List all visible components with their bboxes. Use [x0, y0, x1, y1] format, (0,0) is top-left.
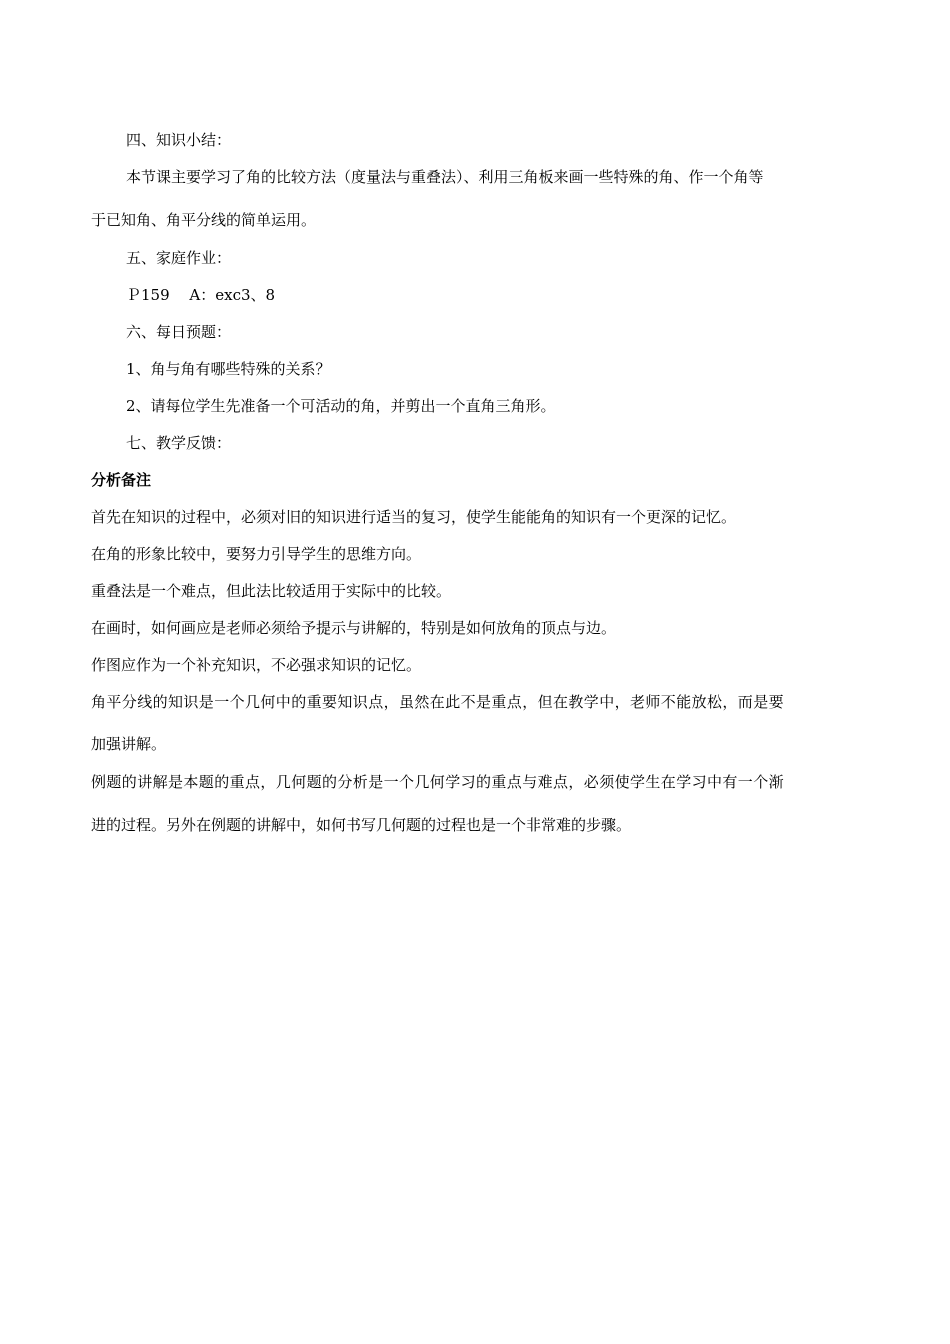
notes-paragraph-4: 在画时，如何画应是老师必须给予提示与讲解的，特别是如何放角的顶点与边。 [91, 619, 617, 637]
summary-text-line1: 本节课主要学习了角的比较方法（度量法与重叠法）、利用三角板来画一些特殊的角、作一个角等 [126, 168, 764, 186]
summary-heading: 四、知识小结： [126, 131, 232, 149]
notes-paragraph-6-line1: 角平分线的知识是一个几何中的重要知识点，虽然在此不是重点，但在教学中，老师不能放松，而是要 [91, 693, 785, 711]
notes-heading: 分析备注 [91, 471, 152, 489]
notes-paragraph-7-line2: 进的过程。另外在例题的讲解中，如何书写几何题的过程也是一个非常难的步骤。 [91, 816, 632, 834]
notes-paragraph-2: 在角的形象比较中，要努力引导学生的思维方向。 [91, 545, 422, 563]
notes-paragraph-3: 重叠法是一个难点，但此法比较适用于实际中的比较。 [91, 582, 452, 600]
homework-heading: 五、家庭作业： [126, 249, 232, 267]
notes-paragraph-7-line1: 例题的讲解是本题的重点，几何题的分析是一个几何学习的重点与难点，必须使学生在学习中有一个渐 [91, 773, 785, 791]
preview-heading: 六、每日预题： [126, 323, 232, 341]
summary-text-line2: 于已知角、角平分线的简单运用。 [91, 211, 317, 229]
notes-paragraph-5: 作图应作为一个补充知识，不必强求知识的记忆。 [91, 656, 422, 674]
notes-paragraph-6-line2: 加强讲解。 [91, 735, 167, 753]
notes-paragraph-1: 首先在知识的过程中，必须对旧的知识进行适当的复习，使学生能能角的知识有一个更深的记忆。 [91, 508, 737, 526]
homework-item: Ｐ159 A：exc3、8 [126, 286, 276, 304]
feedback-heading: 七、教学反馈： [126, 434, 232, 452]
preview-item-1: 1、角与角有哪些特殊的关系？ [126, 360, 331, 378]
preview-item-2: 2、请每位学生先准备一个可活动的角，并剪出一个直角三角形。 [126, 397, 556, 415]
